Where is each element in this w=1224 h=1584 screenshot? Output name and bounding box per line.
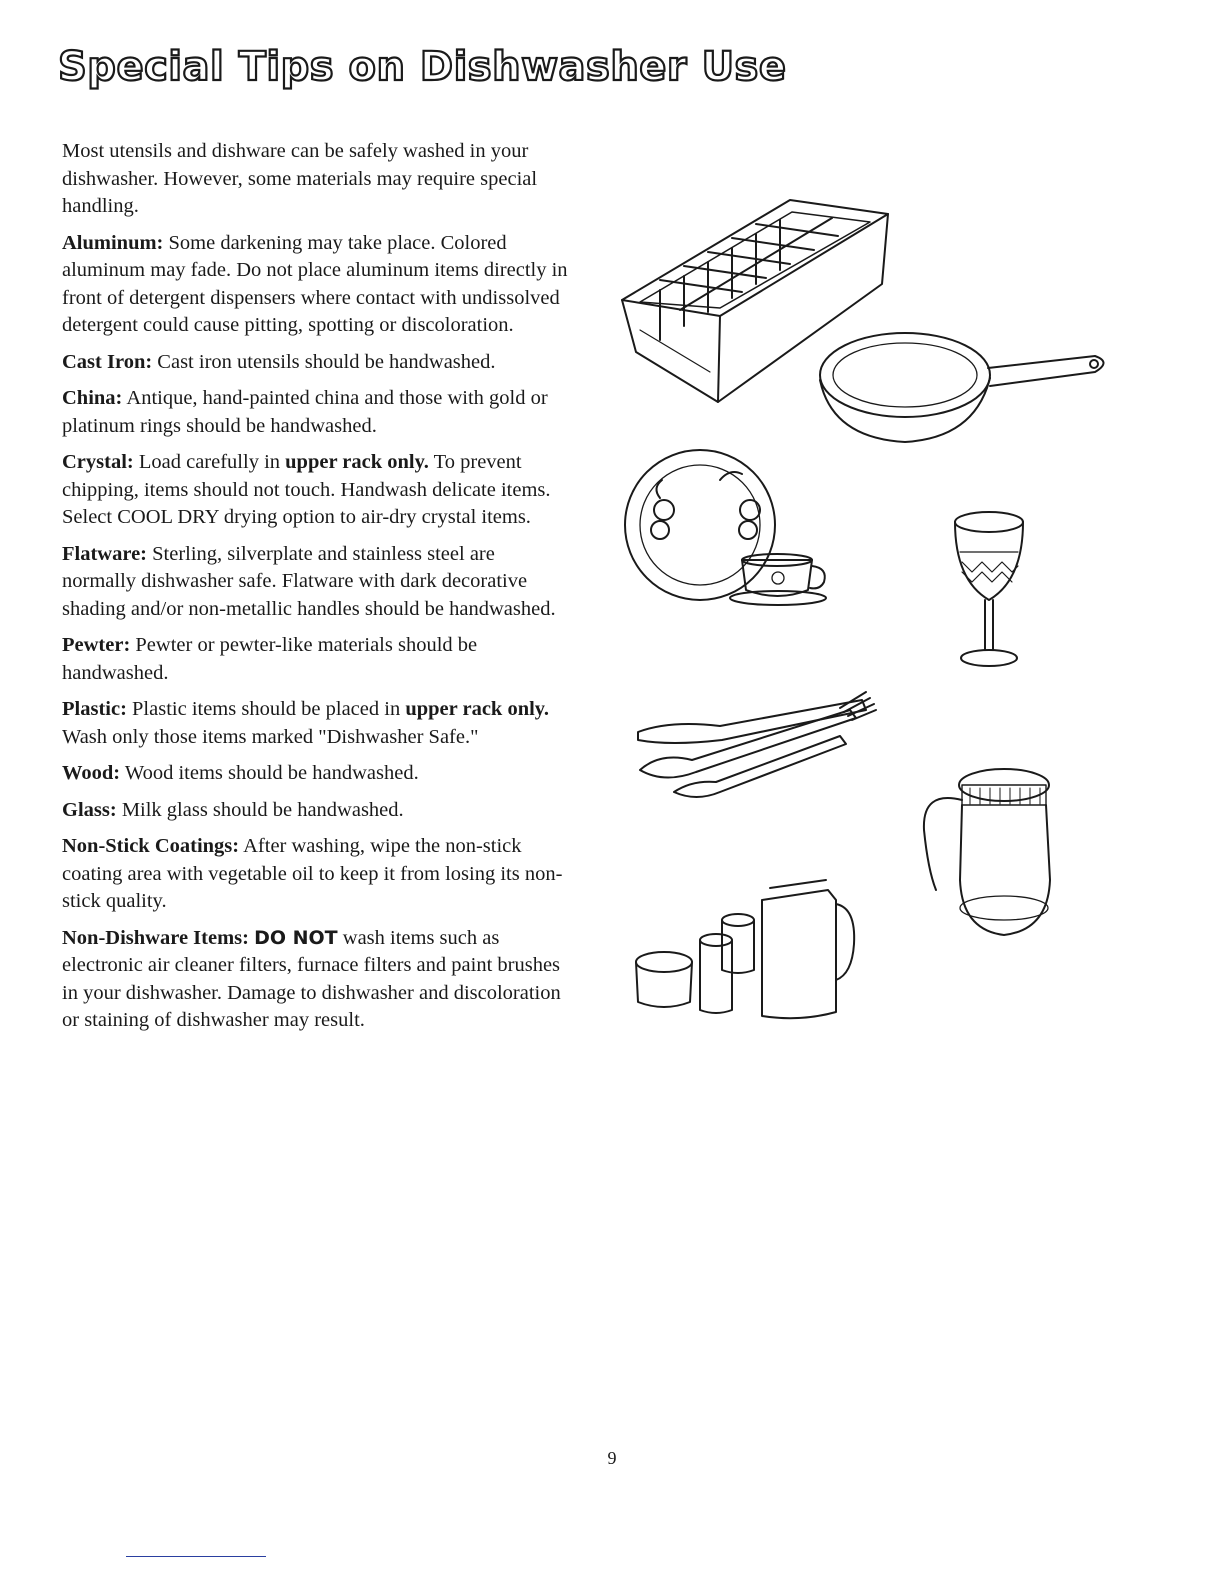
tip-label: Pewter: xyxy=(62,634,131,656)
tip-non-stick xyxy=(62,833,570,916)
tip-text: Pewter or pewter-like materials should be handwashed. xyxy=(62,634,478,684)
tip-emphasis: upper rack only. xyxy=(285,451,429,473)
tip-text: After washing, wipe the non-stick coating area with vegetable oil to keep it from losing its non-stick quality. xyxy=(62,835,563,912)
tip-label: Cast Iron: xyxy=(62,350,153,373)
tip-text: Cast iron utensils should be handwashed. xyxy=(157,350,496,373)
tips-body xyxy=(62,138,570,1044)
pewter-pitcher-icon xyxy=(924,769,1050,935)
tip-label: Non-Dishware Items: xyxy=(62,926,249,949)
tip-label: China: xyxy=(62,387,123,409)
tip-text: Sterling, silverplate and stainless steel are normally dishwasher safe. Flatware with dark decorative shading and/or non-metallic handles should be handwashed. xyxy=(62,542,556,620)
tip-glass xyxy=(62,797,570,825)
tip-text: Milk glass should be handwashed. xyxy=(121,798,404,821)
page-number: 9 xyxy=(607,1448,617,1468)
tip-text: To prevent chipping, items should not touch. Handwash delicate items. Select COOL DRY drying option to air-dry crystal items. xyxy=(62,451,551,528)
cast-iron-skillet-icon xyxy=(820,333,1104,442)
tip-label: Wood: xyxy=(62,762,121,784)
tip-label: Crystal: xyxy=(62,451,134,473)
tip-label: Non-Stick Coatings: xyxy=(62,835,240,857)
plastic-containers-icon xyxy=(636,880,854,1018)
tip-pewter xyxy=(62,632,570,687)
tip-plastic xyxy=(62,696,570,751)
tip-text: Wood items should be handwashed. xyxy=(124,762,419,784)
page-title: Special Tips on Dishwasher Use xyxy=(58,44,787,90)
tip-label: Glass: xyxy=(62,798,117,821)
tip-cast-iron xyxy=(62,349,570,377)
tip-text: wash items such as electronic air cleaner filters, furnace filters and paint brushes in your dishwasher. Damage to dishwasher and discoloration or staining of dishwasher may result. xyxy=(62,926,561,1031)
dishware-illustrations xyxy=(600,180,1160,1040)
china-plate-icon xyxy=(625,450,826,605)
tip-flatware xyxy=(62,541,570,624)
tip-text: Antique, hand-painted china and those with gold or platinum rings should be handwashed. xyxy=(62,387,548,437)
tip-text: Some darkening may take place. Colored aluminum may fade. Do not place aluminum items directly in front of detergent dispensers where contact with undissolved detergent could cause pitting, spotting or discoloration. xyxy=(62,231,568,336)
tip-label: Aluminum: xyxy=(62,231,164,254)
tip-text: Load carefully in xyxy=(138,451,281,473)
tip-aluminum xyxy=(62,230,570,340)
tip-emphasis: upper rack only. xyxy=(405,698,550,720)
tip-wood xyxy=(62,760,570,788)
tip-text: Wash only those items marked "Dishwasher Safe." xyxy=(62,725,479,748)
tip-emphasis: DO NOT xyxy=(254,926,338,949)
flatware-icon xyxy=(638,692,876,797)
tip-label: Flatware: xyxy=(62,542,148,565)
tip-text: Plastic items should be placed in xyxy=(132,698,401,720)
ice-cube-tray-icon xyxy=(622,200,888,402)
tip-label: Plastic: xyxy=(62,698,127,720)
tip-non-dishware xyxy=(62,925,570,1035)
intro-paragraph: Most utensils and dishware can be safely washed in your dishwasher. However, some materials may require special handling. xyxy=(62,140,538,217)
tip-china xyxy=(62,385,570,440)
crystal-goblet-icon xyxy=(955,512,1023,666)
tip-crystal xyxy=(62,449,570,532)
bottom-rule xyxy=(126,1556,266,1557)
